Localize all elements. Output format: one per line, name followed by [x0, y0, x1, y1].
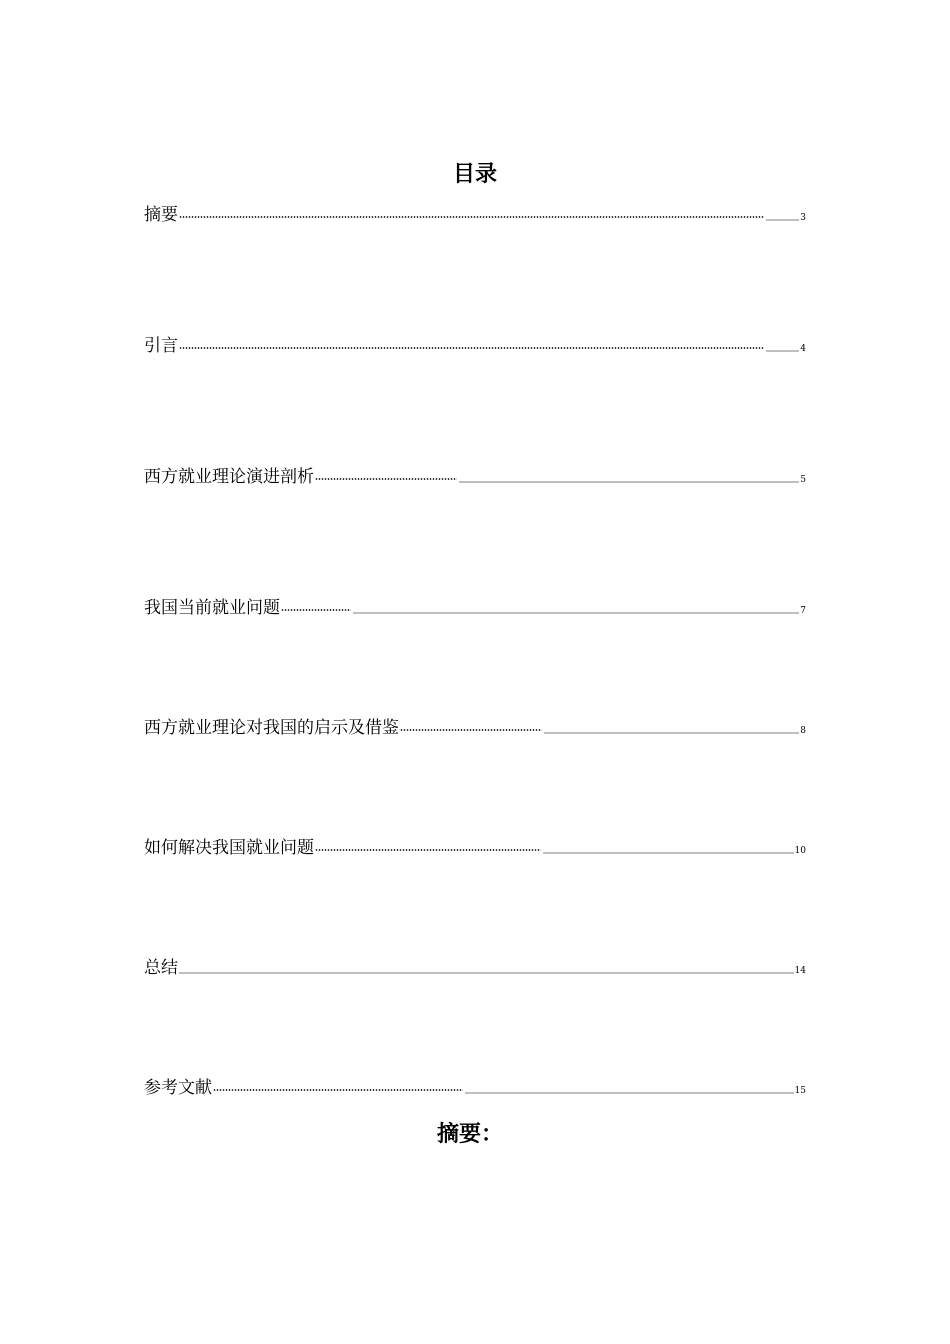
toc-entry-page-number: 8: [800, 726, 806, 736]
toc-entry-page-number: 4: [800, 344, 806, 354]
toc-leader: [314, 462, 800, 488]
toc-leader: [178, 331, 800, 357]
toc-entry-current-problems[interactable]: [144, 593, 806, 619]
toc-entry-lessons[interactable]: [144, 713, 806, 739]
toc-entry-label: 西方就业理论演进剖析: [144, 467, 314, 487]
toc-leader: [212, 1073, 795, 1099]
toc-entry-label: 参考文献: [144, 1078, 212, 1098]
toc-entry-label: 我国当前就业问题: [144, 598, 280, 618]
toc-entry-introduction[interactable]: [144, 331, 806, 357]
toc-leader: [314, 833, 795, 859]
toc-leader: [178, 200, 800, 226]
toc-entry-page-number: 3: [800, 213, 806, 223]
toc-entry-abstract[interactable]: [144, 200, 806, 226]
toc-leader: [399, 713, 800, 739]
toc-leader: [280, 593, 800, 619]
toc-entry-page-number: 15: [794, 1086, 806, 1096]
toc-entry-page-number: 5: [800, 475, 806, 485]
toc-entry-label: 总结: [144, 958, 178, 978]
abstract-heading: 摘要：: [436, 1122, 503, 1147]
toc-entry-page-number: 14: [794, 966, 806, 976]
toc-entry-page-number: 10: [794, 846, 806, 856]
toc-entry-western-theory[interactable]: [144, 462, 806, 488]
toc-entry-summary[interactable]: [144, 953, 806, 979]
toc-entry-label: 引言: [144, 336, 178, 356]
toc-entry-label: 西方就业理论对我国的启示及借鉴: [144, 718, 399, 738]
toc-entry-page-number: 7: [800, 606, 806, 616]
toc-entry-solutions[interactable]: [144, 833, 806, 859]
toc-entry-references[interactable]: [144, 1073, 806, 1099]
toc-entry-label: 如何解决我国就业问题: [144, 838, 314, 858]
toc-leader: [178, 953, 795, 979]
toc-entry-label: 摘要: [144, 205, 178, 225]
toc-title: 目录: [452, 162, 497, 187]
